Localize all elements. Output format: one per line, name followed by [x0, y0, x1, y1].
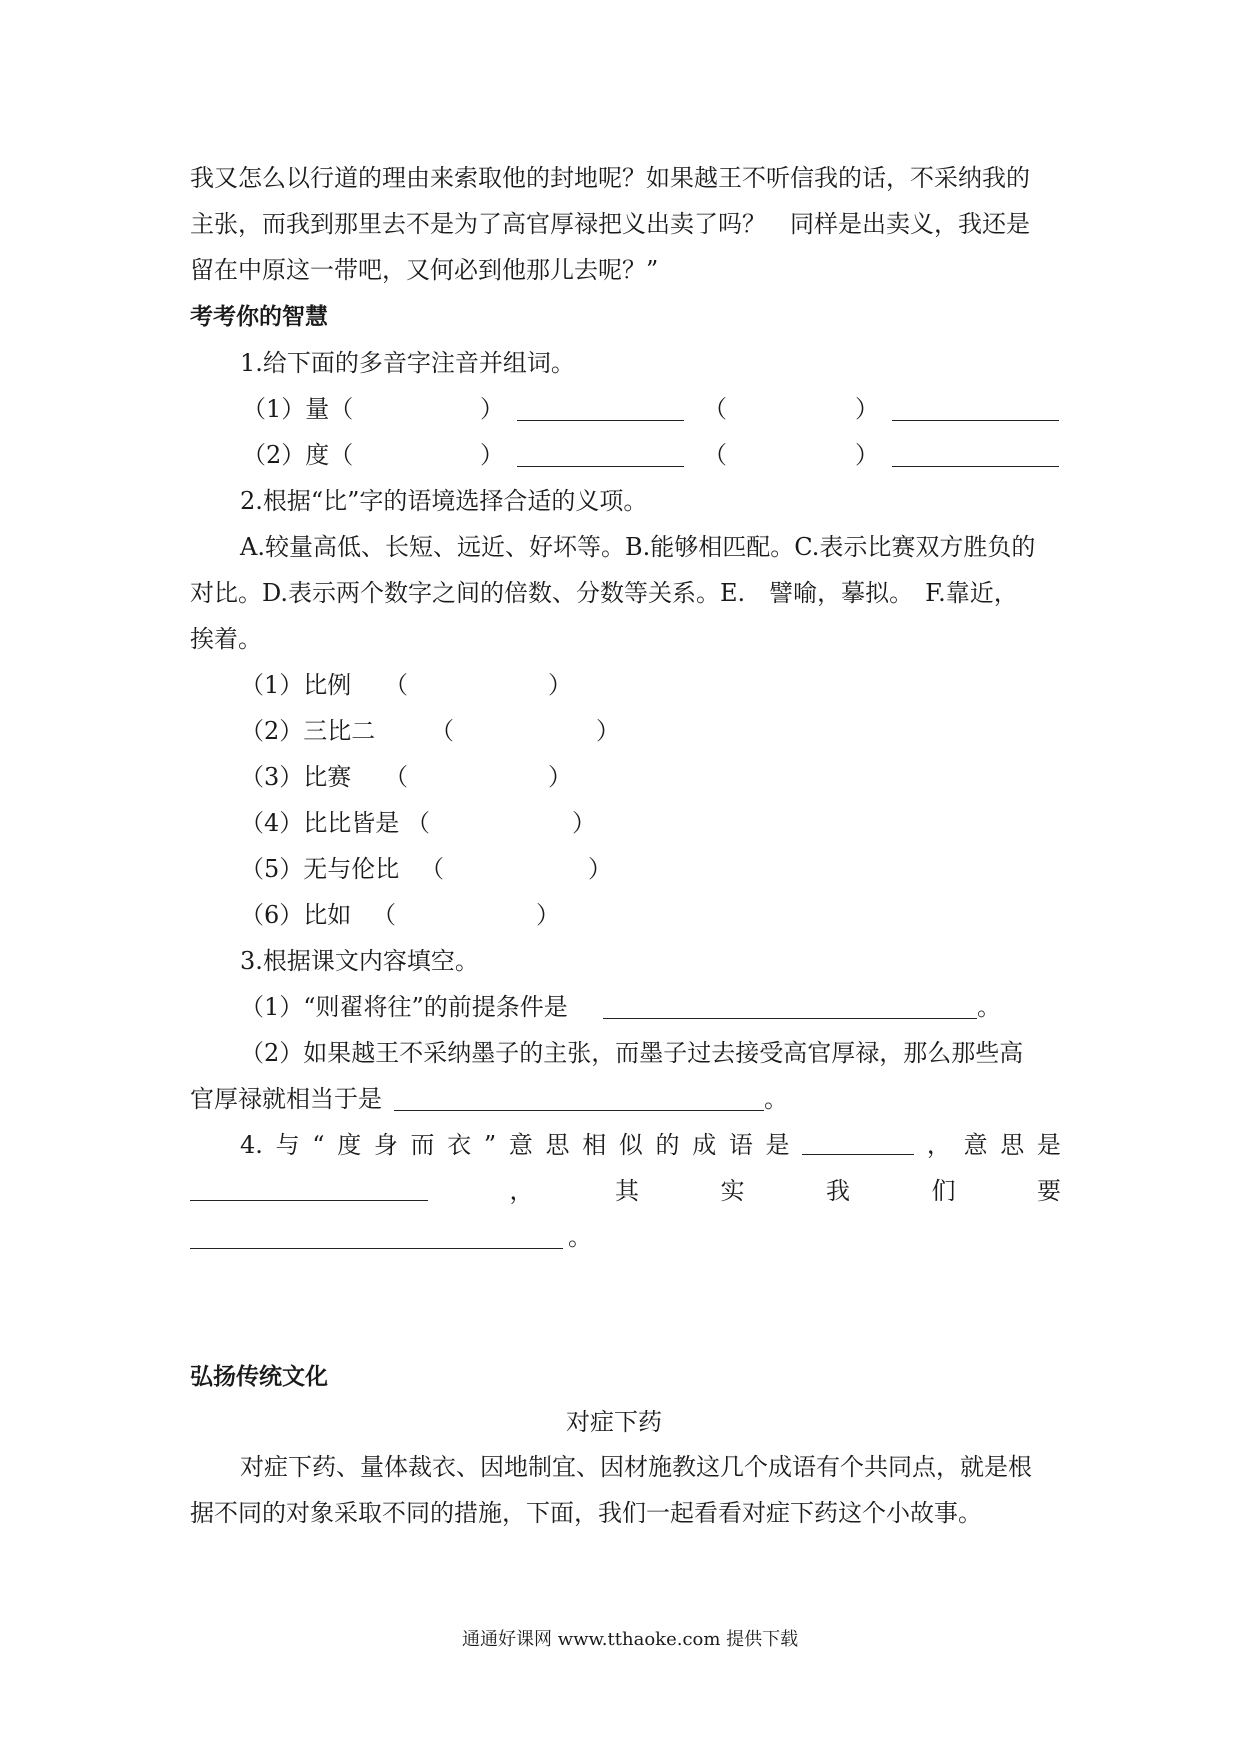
q2-item-6-close: ） — [536, 901, 560, 929]
q1-item-1-close2: ） — [855, 395, 879, 423]
q1-item-2-close: ） — [480, 441, 504, 469]
q2-options-line-2: 对比。D.表示两个数字之间的倍数、分数等关系。E. 譬喻，摹拟。 F.靠近， — [190, 579, 1018, 607]
q1-item-2-close2: ） — [855, 441, 879, 469]
q1-item-1-open2: （ — [703, 395, 727, 423]
q4-w9: 意 — [508, 1131, 533, 1159]
q4-w12: 似 — [618, 1131, 643, 1159]
q2-item-2-open: （ — [430, 717, 454, 745]
q3-part-2-end: 。 — [764, 1085, 788, 1113]
q2-options-line-1: A.较量高低、长短、远近、好坏等。B.能够相匹配。C.表示比赛双方胜负的 — [240, 533, 1036, 561]
q2-item-1-open: （ — [384, 671, 408, 699]
q4-w1: 4. — [240, 1131, 263, 1159]
q3-part-2-line-1: （2）如果越王不采纳墨子的主张，而墨子过去接受高官厚禄，那么那些高 — [240, 1039, 1024, 1067]
q1-item-2-blank-2[interactable] — [892, 444, 1059, 467]
q4-w2: 与 — [275, 1131, 300, 1159]
q4-w16: 是 — [765, 1131, 790, 1159]
q2-item-3-open: （ — [384, 763, 408, 791]
q4-line-2 — [190, 1176, 1061, 1206]
q1-item-1-close: ） — [480, 395, 504, 423]
q4-w3: “ — [312, 1131, 325, 1159]
q4-l2-w1: ， — [509, 1177, 534, 1205]
q1-item-2-open2: （ — [703, 441, 727, 469]
q2-options-line-3: 挨着。 — [190, 625, 262, 653]
q4-w4: 度 — [337, 1131, 362, 1159]
story-para-line-2: 据不同的对象采取不同的措施，下面，我们一起看看对症下药这个小故事。 — [190, 1499, 982, 1527]
q4-t2: 意 — [963, 1131, 988, 1159]
q2-item-1-close: ） — [548, 671, 572, 699]
q3-part-1-blank[interactable] — [603, 996, 977, 1019]
q1-item-1-label: （1）量（ — [242, 395, 354, 423]
q4-w8: ” — [483, 1131, 497, 1159]
q2-stem: 2.根据“比”字的语境选择合适的义项。 — [240, 487, 648, 515]
q2-item-2-label: （2）三比二 — [240, 717, 376, 745]
q4-w15: 语 — [728, 1131, 753, 1159]
q4-w10: 思 — [545, 1131, 570, 1159]
q4-l2-w6: 要 — [1037, 1177, 1061, 1205]
q4-l2-w3: 实 — [720, 1177, 745, 1205]
q1-item-1-blank-2[interactable] — [892, 398, 1059, 421]
q4-l2-w5: 们 — [931, 1177, 956, 1205]
q2-item-1-label: （1）比例 — [240, 671, 352, 699]
q3-stem: 3.根据课文内容填空。 — [240, 947, 479, 975]
q4-blank-conclusion[interactable] — [190, 1226, 563, 1249]
q4-w14: 成 — [692, 1131, 717, 1159]
q2-item-4-close: ） — [572, 809, 596, 837]
q4-line-1 — [190, 1130, 1061, 1160]
q2-item-5-close: ） — [588, 855, 612, 883]
q4-w5: 身 — [373, 1131, 398, 1159]
q1-item-2-blank-1[interactable] — [517, 444, 684, 467]
q4-t1: ， — [926, 1131, 951, 1159]
q4-t3: 思 — [1000, 1131, 1025, 1159]
q1-stem: 1.给下面的多音字注音并组词。 — [240, 349, 575, 377]
q4-line-3-end: 。 — [568, 1223, 592, 1251]
intro-line-2: 主张，而我到那里去不是为了高官厚禄把义出卖了吗？ 同样是出卖义，我还是 — [190, 210, 1030, 238]
section-title-wisdom: 考考你的智慧 — [190, 304, 328, 330]
q2-item-6-label: （6）比如 — [240, 901, 352, 929]
q2-item-3-close: ） — [548, 763, 572, 791]
q4-l2-w2: 其 — [615, 1177, 639, 1205]
intro-line-1: 我又怎么以行道的理由来索取他的封地呢？如果越王不听信我的话，不采纳我的 — [190, 164, 1030, 192]
q3-part-1-end: 。 — [977, 993, 1001, 1021]
q4-l2-w4: 我 — [826, 1177, 850, 1205]
story-title: 对症下药 — [566, 1408, 662, 1436]
q3-part-2-blank[interactable] — [394, 1088, 764, 1111]
q4-w13: 的 — [655, 1131, 680, 1159]
q4-w11: 相 — [582, 1131, 607, 1159]
page-footer: 通通好课网 www.tthaoke.com 提供下载 — [462, 1629, 799, 1650]
q2-item-5-label: （5）无与伦比 — [240, 855, 400, 883]
q4-w7: 衣 — [447, 1131, 472, 1159]
q1-item-2-label: （2）度（ — [242, 441, 354, 469]
q4-blank-meaning[interactable] — [190, 1176, 428, 1201]
q3-part-1: （1）“则翟将往”的前提条件是 — [240, 993, 568, 1021]
q3-part-2-line-2: 官厚禄就相当于是 — [190, 1085, 382, 1113]
q4-blank-idiom[interactable] — [802, 1130, 914, 1155]
section-title-culture: 弘扬传统文化 — [190, 1364, 328, 1390]
q4-w6: 而 — [410, 1131, 435, 1159]
intro-line-3: 留在中原这一带吧，又何必到他那儿去呢？” — [190, 256, 659, 284]
story-para-line-1: 对症下药、量体裁衣、因地制宜、因材施教这几个成语有个共同点，就是根 — [240, 1453, 1032, 1481]
q4-t4: 是 — [1036, 1131, 1061, 1159]
q2-item-6-open: （ — [372, 901, 396, 929]
q2-item-4-open: （ — [406, 809, 430, 837]
q2-item-2-close: ） — [596, 717, 620, 745]
q1-item-1-blank-1[interactable] — [517, 398, 684, 421]
q2-item-3-label: （3）比赛 — [240, 763, 352, 791]
q2-item-5-open: （ — [420, 855, 444, 883]
q2-item-4-label: （4）比比皆是 — [240, 809, 400, 837]
